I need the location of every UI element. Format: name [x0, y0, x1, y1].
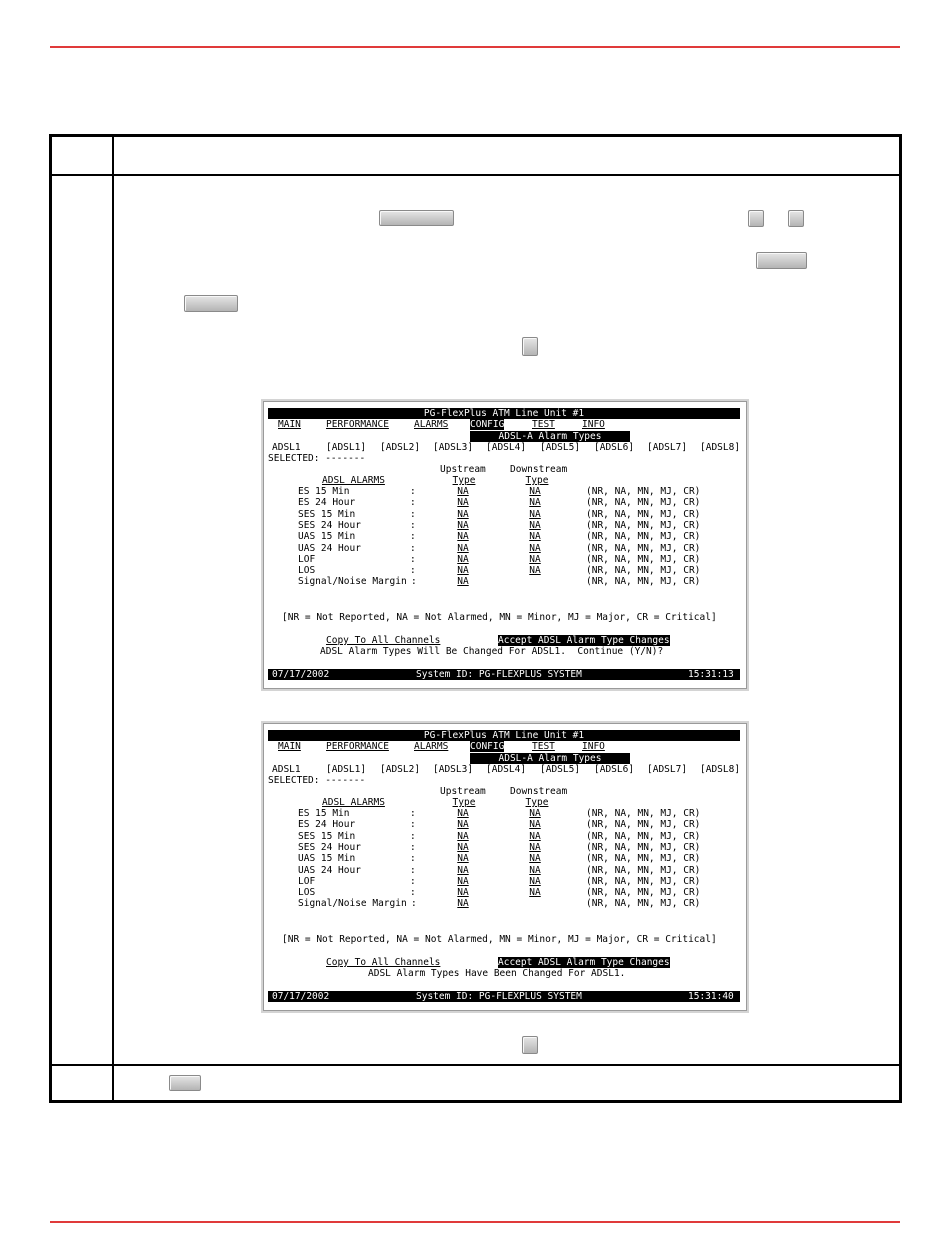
alarm-name: UAS 24 Hour [298, 542, 361, 554]
alarm-separator: : [410, 553, 416, 565]
menu-item-info[interactable]: INFO [582, 741, 605, 752]
menu-item-alarms[interactable]: ALARMS [414, 419, 449, 430]
alarm-name: Signal/Noise Margin [298, 576, 407, 588]
alarm-separator: : [410, 864, 416, 876]
channel-tab-3[interactable]: [ADSL3] [433, 442, 474, 453]
alarm-name: ES 24 Hour [298, 497, 356, 509]
downstream-type-field[interactable]: NA [529, 841, 541, 853]
menu-item-performance[interactable]: PERFORMANCE [326, 741, 389, 752]
alarm-separator: : [411, 898, 417, 910]
upstream-header: Upstream [440, 464, 486, 475]
alarm-separator: : [411, 576, 417, 588]
alarm-separator: : [410, 853, 416, 865]
alarm-options: (NR, NA, MN, MJ, CR) [586, 841, 701, 853]
downstream-type-field[interactable]: NA [529, 565, 541, 577]
downstream-type-field[interactable]: NA [529, 887, 541, 899]
accept-changes-button[interactable]: Accept ADSL Alarm Type Changes [498, 635, 670, 646]
downstream-type-field[interactable]: NA [529, 864, 541, 876]
upstream-type-field[interactable]: NA [457, 864, 469, 876]
channel-tab-4[interactable]: [ADSL4] [486, 764, 527, 775]
menu-item-performance[interactable]: PERFORMANCE [326, 419, 389, 430]
upstream-type-field[interactable]: NA [457, 531, 469, 543]
copy-all-button[interactable]: Copy To All Channels [326, 635, 441, 646]
screen-subtitle: ADSL-A Alarm Types [470, 753, 630, 764]
legend-text: [NR = Not Reported, NA = Not Alarmed, MN = Minor, MJ = Major, CR = Critical] [282, 934, 717, 945]
alarm-separator: : [410, 841, 416, 853]
copy-all-button[interactable]: Copy To All Channels [326, 957, 441, 968]
upstream-type-field[interactable]: NA [457, 508, 469, 520]
downstream-type-field[interactable]: NA [529, 553, 541, 565]
alarm-separator: : [410, 830, 416, 842]
status-message: ADSL Alarm Types Have Been Changed For ADSL1. [368, 968, 626, 979]
channel-label: ADSL1 [272, 442, 301, 453]
downstream-type-field[interactable]: NA [529, 875, 541, 887]
upstream-type-field[interactable]: NA [457, 819, 469, 831]
channel-tab-5[interactable]: [ADSL5] [540, 442, 581, 453]
procedure-table [49, 134, 902, 1103]
alarm-separator: : [410, 542, 416, 554]
menu-item-test[interactable]: TEST [532, 741, 555, 752]
alarm-options: (NR, NA, MN, MJ, CR) [586, 497, 701, 509]
alarm-options: (NR, NA, MN, MJ, CR) [586, 519, 701, 531]
menu-item-info[interactable]: INFO [582, 419, 605, 430]
alarm-name: ES 24 Hour [298, 819, 356, 831]
alarm-options: (NR, NA, MN, MJ, CR) [586, 565, 701, 577]
upstream-type-field[interactable]: NA [457, 898, 469, 910]
alarm-name: Signal/Noise Margin [298, 898, 407, 910]
terminal-screen-confirm [263, 401, 747, 689]
alarms-header: ADSL ALARMS [322, 797, 385, 808]
channel-tab-7[interactable]: [ADSL7] [647, 442, 688, 453]
alarm-name: LOF [298, 553, 316, 565]
alarm-options: (NR, NA, MN, MJ, CR) [586, 853, 701, 865]
alarm-separator: : [410, 819, 416, 831]
upstream-type-header: Type [452, 475, 476, 486]
status-time: 15:31:13 [688, 669, 734, 680]
alarm-options: (NR, NA, MN, MJ, CR) [586, 819, 701, 831]
upstream-type-field[interactable]: NA [457, 553, 469, 565]
alarm-name: LOS [298, 565, 316, 577]
channel-tab-3[interactable]: [ADSL3] [433, 764, 474, 775]
selected-line: SELECTED: ------- [268, 453, 366, 464]
channel-tab-2[interactable]: [ADSL2] [380, 442, 421, 453]
upstream-header: Upstream [440, 786, 486, 797]
alarm-name: SES 15 Min [298, 508, 356, 520]
alarm-options: (NR, NA, MN, MJ, CR) [586, 576, 701, 588]
channel-tab-7[interactable]: [ADSL7] [647, 764, 688, 775]
alarm-name: UAS 24 Hour [298, 864, 361, 876]
alarm-options: (NR, NA, MN, MJ, CR) [586, 830, 701, 842]
alarm-options: (NR, NA, MN, MJ, CR) [586, 486, 701, 497]
small-key-graphic [522, 337, 538, 356]
upstream-type-field[interactable]: NA [457, 875, 469, 887]
downstream-type-field[interactable]: NA [529, 830, 541, 842]
downstream-header: Downstream [510, 464, 568, 475]
alarm-separator: : [410, 565, 416, 577]
alarm-separator: : [410, 808, 416, 819]
accept-changes-button[interactable]: Accept ADSL Alarm Type Changes [498, 957, 670, 968]
channel-tab-6[interactable]: [ADSL6] [594, 442, 635, 453]
selected-line: SELECTED: ------- [268, 775, 366, 786]
alarm-separator: : [410, 887, 416, 899]
downstream-type-field[interactable]: NA [529, 519, 541, 531]
alarm-separator: : [410, 519, 416, 531]
long-key-graphic [379, 210, 454, 226]
upstream-type-field[interactable]: NA [457, 808, 469, 819]
downstream-type-field[interactable]: NA [529, 542, 541, 554]
downstream-type-field[interactable]: NA [529, 808, 541, 819]
status-time: 15:31:40 [688, 991, 734, 1002]
alarms-header: ADSL ALARMS [322, 475, 385, 486]
top-rule [50, 46, 900, 48]
header-row-divider [52, 174, 899, 176]
alarm-options: (NR, NA, MN, MJ, CR) [586, 875, 701, 887]
channel-label: ADSL1 [272, 764, 301, 775]
alarm-name: UAS 15 Min [298, 853, 356, 865]
alarm-options: (NR, NA, MN, MJ, CR) [586, 887, 701, 899]
alarm-name: UAS 15 Min [298, 531, 356, 543]
bottom-rule [50, 1221, 900, 1223]
alarm-name: SES 15 Min [298, 830, 356, 842]
menu-item-config[interactable]: CONFIG [470, 419, 505, 430]
channel-tab-4[interactable]: [ADSL4] [486, 442, 527, 453]
channel-tab-5[interactable]: [ADSL5] [540, 764, 581, 775]
downstream-type-field[interactable]: NA [529, 497, 541, 509]
alarm-separator: : [410, 875, 416, 887]
downstream-type-field[interactable]: NA [529, 531, 541, 543]
alarm-name: ES 15 Min [298, 486, 350, 497]
alarm-options: (NR, NA, MN, MJ, CR) [586, 864, 701, 876]
upstream-type-field[interactable]: NA [457, 830, 469, 842]
menu-item-main[interactable]: MAIN [278, 741, 301, 752]
channel-tab-1[interactable]: [ADSL1] [326, 764, 367, 775]
upstream-type-field[interactable]: NA [457, 576, 469, 588]
menu-item-main[interactable]: MAIN [278, 419, 301, 430]
alarm-separator: : [410, 486, 416, 497]
upstream-type-field[interactable]: NA [457, 497, 469, 509]
confirm-message: ADSL Alarm Types Will Be Changed For ADSL1. Continue (Y/N)? [320, 646, 664, 657]
medium-key-graphic [756, 252, 807, 269]
status-system-id: System ID: PG-FLEXPLUS SYSTEM [416, 991, 582, 1002]
channel-tab-6[interactable]: [ADSL6] [594, 764, 635, 775]
alarm-options: (NR, NA, MN, MJ, CR) [586, 542, 701, 554]
legend-text: [NR = Not Reported, NA = Not Alarmed, MN = Minor, MJ = Major, CR = Critical] [282, 612, 717, 623]
upstream-type-field[interactable]: NA [457, 519, 469, 531]
terminal-screen-changed [263, 723, 747, 1011]
alarm-separator: : [410, 497, 416, 509]
last-row-divider [52, 1064, 899, 1066]
status-date: 07/17/2002 [272, 991, 330, 1002]
upstream-type-field[interactable]: NA [457, 841, 469, 853]
step-column-divider [112, 137, 114, 1100]
screen-title: PG-FlexPlus ATM Line Unit #1 [268, 408, 740, 419]
screen-title: PG-FlexPlus ATM Line Unit #1 [268, 730, 740, 741]
small-key-graphic [748, 210, 764, 227]
alarm-options: (NR, NA, MN, MJ, CR) [586, 898, 701, 910]
channel-tab-8[interactable]: [ADSL8] [700, 442, 741, 453]
menu-item-alarms[interactable]: ALARMS [414, 741, 449, 752]
status-date: 07/17/2002 [272, 669, 330, 680]
alarm-name: ES 15 Min [298, 808, 350, 819]
alarm-options: (NR, NA, MN, MJ, CR) [586, 553, 701, 565]
channel-tab-2[interactable]: [ADSL2] [380, 764, 421, 775]
upstream-type-field[interactable]: NA [457, 887, 469, 899]
small-key-graphic [522, 1036, 538, 1054]
alarm-options: (NR, NA, MN, MJ, CR) [586, 531, 701, 543]
channel-tab-1[interactable]: [ADSL1] [326, 442, 367, 453]
medium-key-graphic [184, 295, 238, 312]
upstream-type-field[interactable]: NA [457, 486, 469, 497]
alarm-name: SES 24 Hour [298, 519, 361, 531]
downstream-type-field[interactable]: NA [529, 819, 541, 831]
screen-subtitle: ADSL-A Alarm Types [470, 431, 630, 442]
menu-item-test[interactable]: TEST [532, 419, 555, 430]
small-key-graphic [788, 210, 804, 227]
downstream-type-header: Type [525, 475, 549, 486]
alarm-name: LOF [298, 875, 316, 887]
downstream-header: Downstream [510, 786, 568, 797]
status-system-id: System ID: PG-FLEXPLUS SYSTEM [416, 669, 582, 680]
alarm-name: LOS [298, 887, 316, 899]
upstream-type-field[interactable]: NA [457, 565, 469, 577]
downstream-type-field[interactable]: NA [529, 853, 541, 865]
alarm-options: (NR, NA, MN, MJ, CR) [586, 808, 701, 819]
downstream-type-field[interactable]: NA [529, 508, 541, 520]
alarm-separator: : [410, 508, 416, 520]
upstream-type-field[interactable]: NA [457, 853, 469, 865]
upstream-type-field[interactable]: NA [457, 542, 469, 554]
downstream-type-header: Type [525, 797, 549, 808]
upstream-type-header: Type [452, 797, 476, 808]
channel-tab-8[interactable]: [ADSL8] [700, 764, 741, 775]
menu-item-config[interactable]: CONFIG [470, 741, 505, 752]
alarm-separator: : [410, 531, 416, 543]
downstream-type-field[interactable]: NA [529, 486, 541, 497]
alarm-options: (NR, NA, MN, MJ, CR) [586, 508, 701, 520]
small-key-graphic [169, 1075, 201, 1091]
alarm-name: SES 24 Hour [298, 841, 361, 853]
